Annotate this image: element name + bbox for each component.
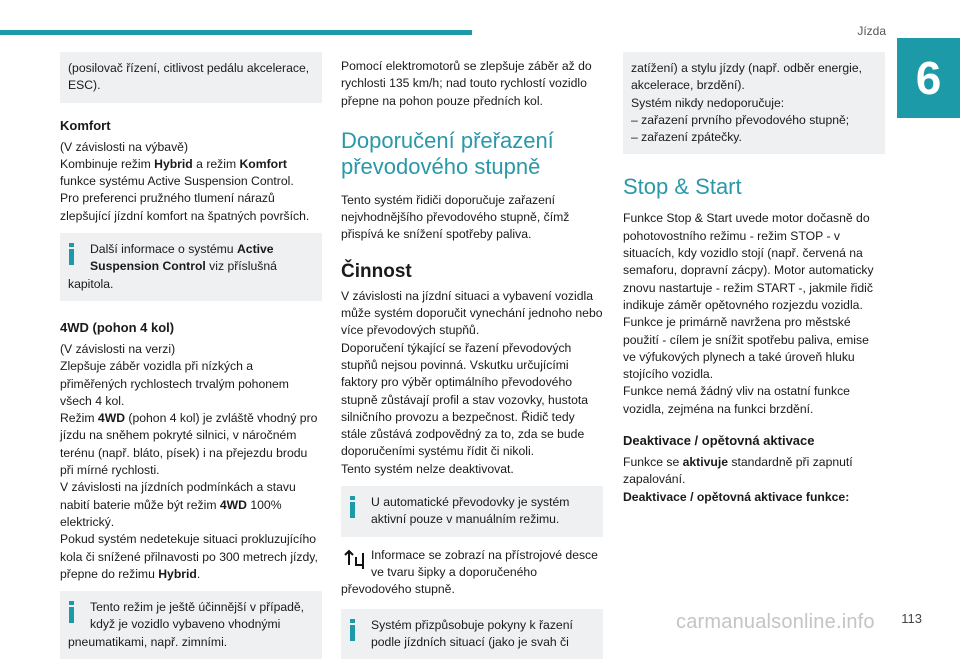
watermark: carmanualsonline.info xyxy=(676,611,875,633)
section-title: Jízda xyxy=(857,24,886,38)
box-text: (posilovač řízení, citlivost pedálu akcelerace, ESC). xyxy=(68,61,310,93)
komfort-l4: Pro preferenci pružného tlumení nárazů zlepšující jízdní komfort na špatných površích. xyxy=(60,191,310,223)
column-2 xyxy=(341,52,603,659)
awd-continued: Pomocí elektromotorů se zlepšuje záběr až do rychlosti 135 km/h; nad touto rychlostí vozidlo přepne na pohon pouze předních kol. xyxy=(341,59,592,108)
gearshift-intro: Tento systém řidiči doporučuje zařazení nejvhodnějšího převodového stupně, čímž přispívá ke snížení spotřeby paliva. xyxy=(341,192,570,242)
stop-start-heading: Stop & Start xyxy=(623,174,742,200)
gear-shift-indicator-icon xyxy=(341,549,367,571)
komfort-l2: Kombinuje režim Hybrid a režim Komfort xyxy=(60,156,287,171)
box-l4: – zařazení zpátečky. xyxy=(631,130,742,145)
stop-start-p1: Funkce Stop & Start uvede motor dočasně do pohotovostního režimu - režim STOP - v situacích, kdy vozidlo stojí (např. červená na semaforu, dopravní zácpy). Motor automaticky znovu nastartuje - režim START -, jakmile řidič indikuje záměr opětovného rozjezdu vozidla. Funkce je primárně navržena pro městské použití - cílem je snížit spotřebu paliva, emise ve výfukových plynech a také úroveň hluku stojícího vozidla. xyxy=(623,211,874,382)
deactivation-p2: Deaktivace / opětovná aktivace funkce: xyxy=(623,489,850,504)
stop-start-p2: Funkce nemá žádný vliv na ostatní funkce vozidla, zejména na funkci brzdění. xyxy=(623,384,850,416)
continued-box xyxy=(623,52,885,154)
komfort-heading: Komfort xyxy=(60,117,111,133)
awd-heading: 4WD (pohon 4 kol) xyxy=(60,319,175,335)
komfort-l3: funkce systému Active Suspension Control. xyxy=(60,174,294,189)
box-l2: Systém nikdy nedoporučuje: xyxy=(631,95,785,110)
box-l3: – zařazení prvního převodového stupně; xyxy=(631,112,850,127)
info-icon xyxy=(69,243,74,265)
chapter-tab: 6 xyxy=(897,38,960,118)
info-note-asc: Další informace o systému Active Suspension Control viz příslušná kapitola. xyxy=(60,233,322,301)
info-note-tyres: Tento režim je ještě účinnější v případě, když je vozidlo vybaveno vhodnými pneumatikami, např. zimními. xyxy=(60,591,322,659)
info-icon xyxy=(350,619,355,641)
info-note-automatic: U automatické převodovky je systém aktivní pouze v manuálním režimu. xyxy=(341,486,603,537)
gearshift-heading: Doporučení přeřazení převodového stupně xyxy=(341,127,554,179)
column-1 xyxy=(60,52,322,659)
operation-p2: Doporučení týkající se řazení převodových stupňů nejsou povinná. Vskutku určujícími faktory pro výběr optimálního převodového stupně zůstávají profil a stav vozovky, hustota silničního provozu a bezpečnost. Řidič tedy stále zůstává zodpovědný za to, zda se bude doporučeními systému řídit či nikoli. xyxy=(341,340,589,459)
gear-indicator-note: Informace se zobrazí na přístrojové desce ve tvaru šipky a doporučeného převodového stupně. xyxy=(341,547,598,597)
column-3 xyxy=(623,52,885,506)
header-accent-bar xyxy=(0,30,472,35)
operation-p1: V závislosti na jízdní situaci a vybavení vozidla může systém doporučit vynechání jednoho nebo více převodových stupňů. xyxy=(341,288,603,338)
deactivation-heading: Deaktivace / opětovná aktivace xyxy=(623,433,815,449)
awd-l3: Režim 4WD (pohon 4 kol) je zvláště vhodný pro jízdu na sněhem pokryté silnici, v náročném terénu (např. bláto, písek) i na přejezdu brodu při mírné rychlosti. xyxy=(60,411,318,478)
info-icon xyxy=(69,601,74,623)
deactivation-p1: Funkce se aktivuje standardně při zapnutí zapalování. xyxy=(623,455,853,487)
awd-l4: V závislosti na jízdních podmínkách a stavu nabití baterie může být režim 4WD 100% elektrický. xyxy=(60,480,296,529)
komfort-l1: (V závislosti na výbavě) xyxy=(60,139,189,154)
awd-l2: Zlepšuje záběr vozidla při nízkých a přiměřených rychlostech trvalým pohonem všech 4 kol. xyxy=(60,359,289,408)
info-icon xyxy=(350,496,355,518)
operation-heading: Činnost xyxy=(341,260,412,282)
awd-l1: (V závislosti na verzi) xyxy=(60,341,176,356)
awd-l5: Pokud systém nedetekuje situaci prokluzujícího kola či snížené přilnavosti po 300 metrech jízdy, přepne do režimu Hybrid. xyxy=(60,532,318,581)
box-l1: zatížení) a stylu jízdy (např. odběr energie, akcelerace, brzdění). xyxy=(631,61,863,93)
continued-box xyxy=(60,52,322,103)
page-number: 113 xyxy=(901,611,922,626)
info-note-adaptation: Systém přizpůsobuje pokyny k řazení podle jízdních situací (jako je svah či xyxy=(341,609,603,659)
operation-p3: Tento systém nelze deaktivovat. xyxy=(341,461,514,476)
